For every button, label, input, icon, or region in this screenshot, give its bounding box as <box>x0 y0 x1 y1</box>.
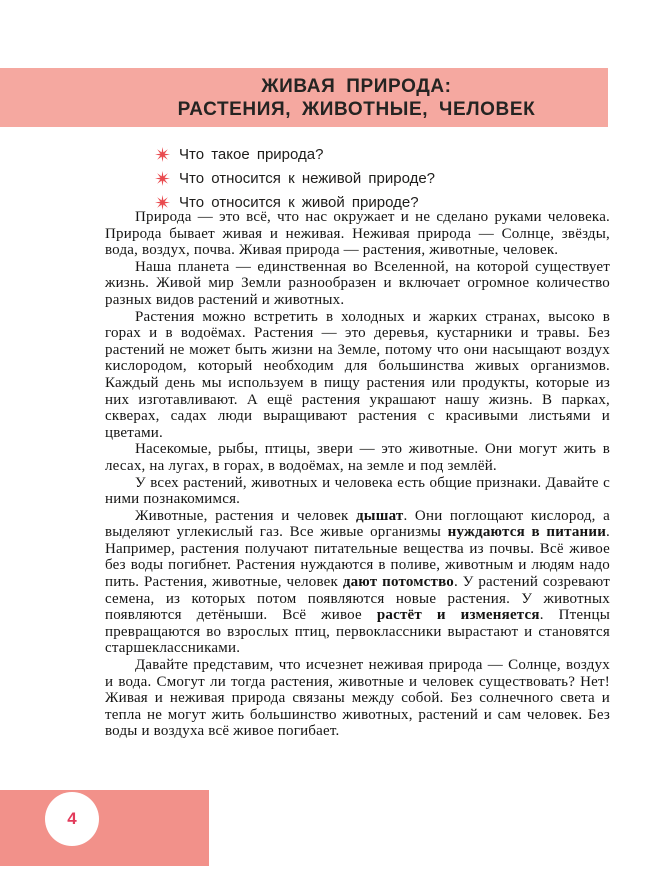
chapter-title-line1: ЖИВАЯ ПРИРОДА: <box>261 76 452 97</box>
paragraph <box>105 259 610 309</box>
bold-term: нуждаются в питании <box>447 524 607 541</box>
paragraph <box>105 209 610 259</box>
question-text: Что относится к неживой природе? <box>179 169 436 187</box>
text-segment: Животные, растения и человек <box>135 507 357 524</box>
text-segment: . Например, растения получают питательные вещества из почвы. Всё живое без воды погибнет. Растения нуждаются в поливе, животным и людям надо пить. Растения, животные, человек <box>105 524 610 591</box>
text-segment: Наша планета — единственная во Вселенной, на которой существует жизнь. Живой мир Земли разнообразен и включает огромное количество разных видов растений и животных. <box>105 258 610 308</box>
question-text: Что относится к живой природе? <box>179 193 419 211</box>
chapter-header-band <box>0 68 608 127</box>
text-segment: У всех растений, животных и человека есть общие признаки. Давайте с ними познакомимся. <box>105 474 610 508</box>
text-segment: Природа — это всё, что нас окружает и не сделано руками человека. Природа бывает живая и неживая. Неживая природа — Солнце, звёзды, вода, воздух, почва. Живая природа — растения, животные, человек. <box>105 209 610 259</box>
text-segment: . У растений созревают семена, из которых потом появляются новые растения. У животных появляются детёныши. Всё живое <box>105 574 610 624</box>
eight-pointed-star-icon <box>155 171 170 186</box>
page-number-badge <box>45 792 99 846</box>
question-item <box>155 142 435 166</box>
text-segment: Давайте представим, что исчезнет неживая природа — Солнце, воздух и вода. Смогут ли тогда растения, животные и человек существовать? Нет! Живая и неживая природа связаны между собой. Без солнечного света и тепла не могут жить большинство животных, растений и сам человек. Без воды и воздуха всё живое погибает. <box>105 657 610 740</box>
paragraph <box>105 508 610 657</box>
text-segment: Растения можно встретить в холодных и жарких странах, высоко в горах и в водоёмах. Растения — это деревья, кустарники и травы. Без растений не может быть жизни на Земле, потому что они насыщают воздух кислородом, который необходим для большинства живых организмов. Каждый день мы используем в пищу растения или продукты, которые из них изготавливают. А ещё растения украшают нашу жизнь. В парках, скверах, садах люди выращивают растения с красивыми листьями и цветами. <box>105 308 610 441</box>
paragraph <box>105 309 610 442</box>
questions-list <box>155 142 435 214</box>
page-number: 4 <box>67 809 77 828</box>
paragraph <box>105 441 610 474</box>
question-item <box>155 166 435 190</box>
eight-pointed-star-icon <box>155 147 170 162</box>
chapter-title-line2: РАСТЕНИЯ, ЖИВОТНЫЕ, ЧЕЛОВЕК <box>177 99 536 120</box>
text-segment: . Птенцы превращаются во взрослых птиц, первоклассники вырастают и становятся старшеклассниками. <box>105 607 610 657</box>
body-text <box>105 209 610 740</box>
text-segment: . Они поглощают кислород, а выделяют углекислый газ. Все живые организмы <box>105 507 610 541</box>
bold-term: растёт и изменяется <box>376 607 540 624</box>
text-segment: Насекомые, рыбы, птицы, звери — это животные. Они могут жить в лесах, на лугах, в горах, в водоёмах, на земле и под землёй. <box>105 441 610 474</box>
bold-term: дают потомство <box>342 574 454 591</box>
paragraph <box>105 475 610 508</box>
page-number-band <box>0 790 209 866</box>
chapter-title <box>105 75 608 121</box>
eight-pointed-star-icon <box>155 195 170 210</box>
paragraph <box>105 657 610 740</box>
question-text: Что такое природа? <box>179 145 324 163</box>
bold-term: дышат <box>356 507 404 524</box>
